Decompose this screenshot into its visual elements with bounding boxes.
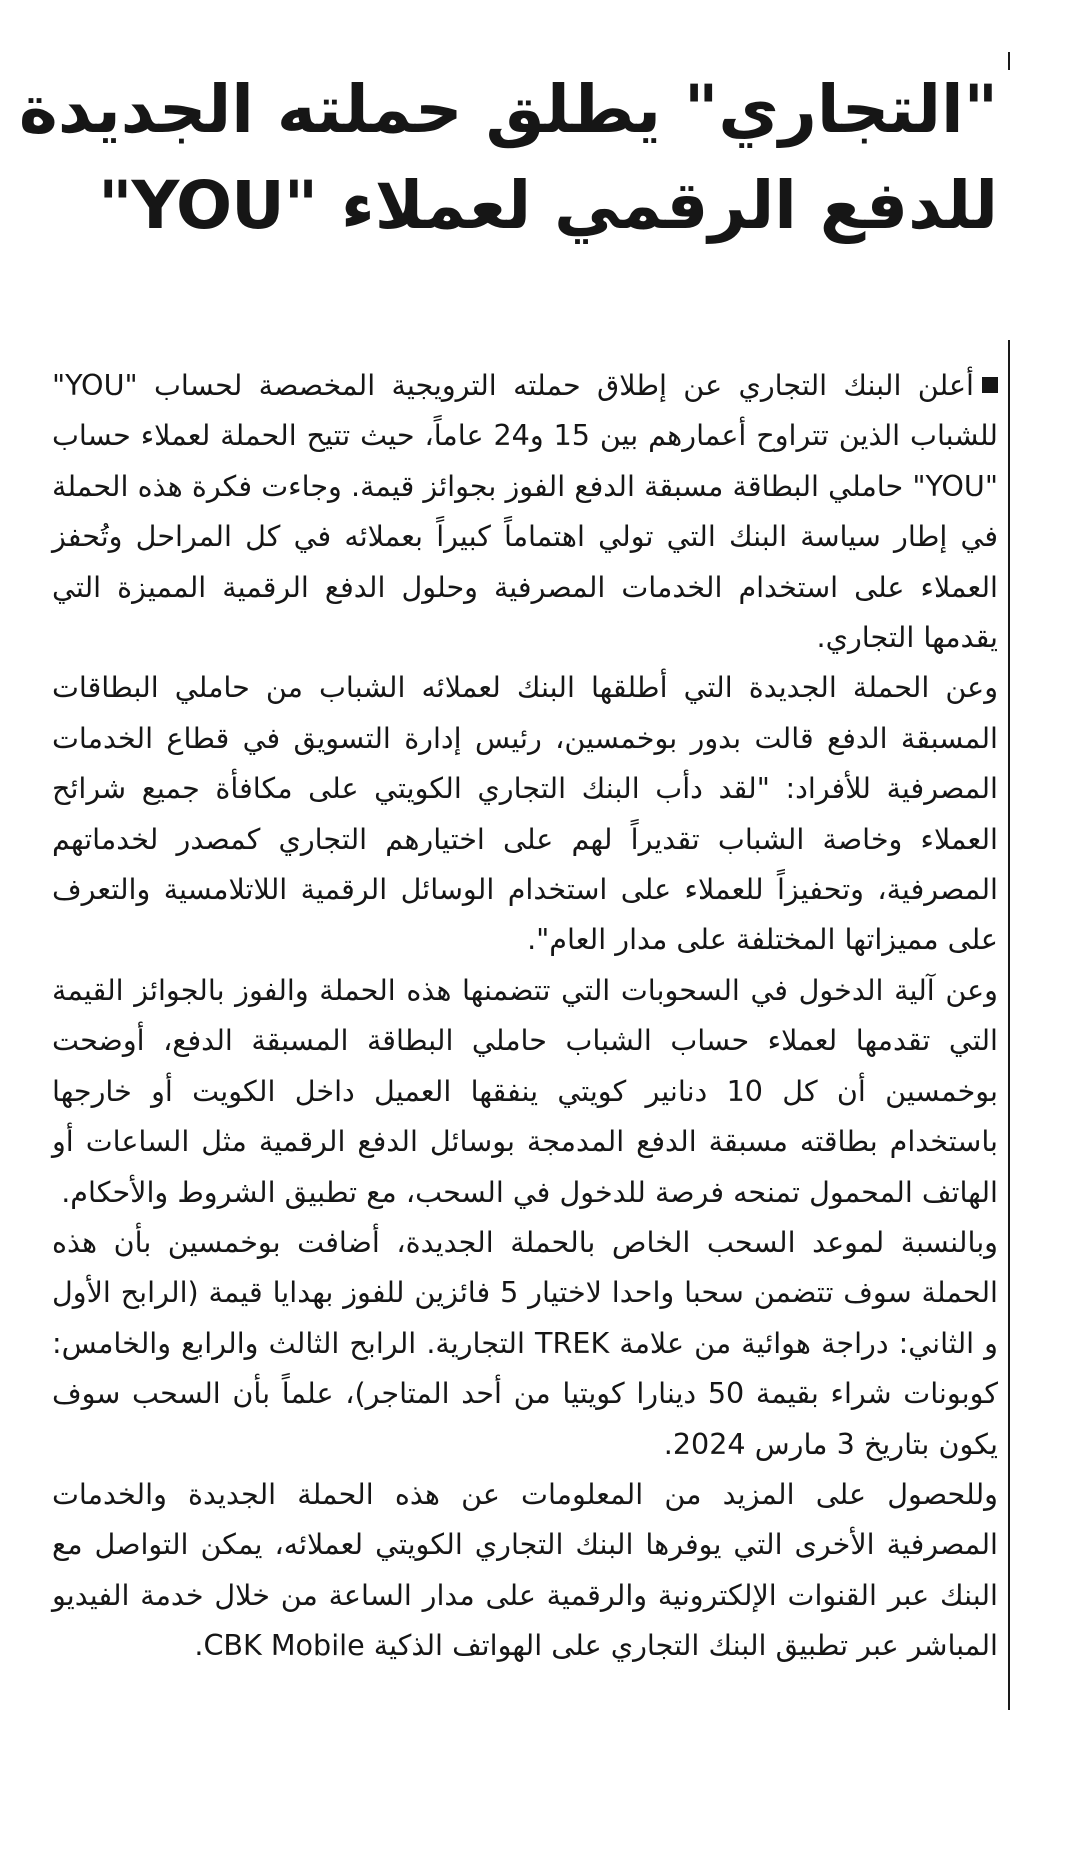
headline-line-2: للدفع الرقمي لعملاء "YOU" (98, 167, 998, 244)
headline-line-1: "التجاري" يطلق حملته الجديدة (18, 71, 998, 148)
article-body (52, 360, 998, 1671)
article-headline (18, 62, 998, 254)
column-rule-top (1008, 52, 1010, 70)
bullet-square-icon (982, 377, 998, 393)
paragraph-5: وللحصول على المزيد من المعلومات عن هذه الحملة الجديدة والخدمات المصرفية الأخرى التي يوفرها البنك التجاري الكويتي لعملائه، يمكن التواصل مع البنك عبر القنوات الإلكترونية والرقمية على مدار الساعة من خلال خدمة الفيديو المباشر عبر تطبيق البنك التجاري على الهواتف الذكية CBK Mobile. (52, 1476, 998, 1663)
paragraph-1-text: أعلن البنك التجاري عن إطلاق حملته الترويجية المخصصة لحساب "YOU" للشباب الذين تتراوح أعمارهم بين 15 و24 عاماً، حيث تتيح الحملة لعملاء حساب "YOU" حاملي البطاقة مسبقة الدفع الفوز بجوائز قيمة. وجاءت فكرة هذه الحملة في إطار سياسة البنك التي تولي اهتماماً كبيراً بعملائه في كل المراحل وتُحفز العملاء على استخدام الخدمات المصرفية وحلول الدفع الرقمية المميزة التي يقدمها التجاري. (52, 368, 998, 655)
paragraph-1 (52, 360, 998, 662)
paragraph-2: وعن الحملة الجديدة التي أطلقها البنك لعملائه الشباب من حاملي البطاقات المسبقة الدفع قالت بدور بوخمسين، رئيس إدارة التسويق في قطاع الخدمات المصرفية للأفراد: "لقد دأب البنك التجاري الكويتي على مكافأة جميع شرائح العملاء وخاصة الشباب تقديراً لهم على اختيارهم التجاري كمصدر لخدماتهم المصرفية، وتحفيزاً للعملاء على استخدام الوسائل الرقمية اللاتلامسية والتعرف على مميزاتها المختلفة على مدار العام". (52, 670, 998, 957)
paragraph-3: وعن آلية الدخول في السحوبات التي تتضمنها هذه الحملة والفوز بالجوائز القيمة التي تقدمها لعملاء حساب الشباب حاملي البطاقة المسبقة الدفع، أوضحت بوخمسين أن كل 10 دنانير كويتي ينفقها العميل داخل الكويت أو خارجها باستخدام بطاقته مسبقة الدفع المدمجة بوسائل الدفع الرقمية مثل الساعات أو الهاتف المحمول تمنحه فرصة للدخول في السحب، مع تطبيق الشروط والأحكام. (52, 972, 998, 1209)
column-rule (1008, 340, 1010, 1710)
paragraph-4: وبالنسبة لموعد السحب الخاص بالحملة الجديدة، أضافت بوخمسين بأن هذه الحملة سوف تتضمن سحبا واحدا لاختيار 5 فائزين للفوز بهدايا قيمة (الرابح الأول و الثاني: دراجة هوائية من علامة TREK التجارية. الرابح الثالث والرابع والخامس: كوبونات شراء بقيمة 50 دينارا كويتيا من أحد المتاجر)، علماً بأن السحب سوف يكون بتاريخ 3 مارس 2024. (52, 1224, 999, 1461)
